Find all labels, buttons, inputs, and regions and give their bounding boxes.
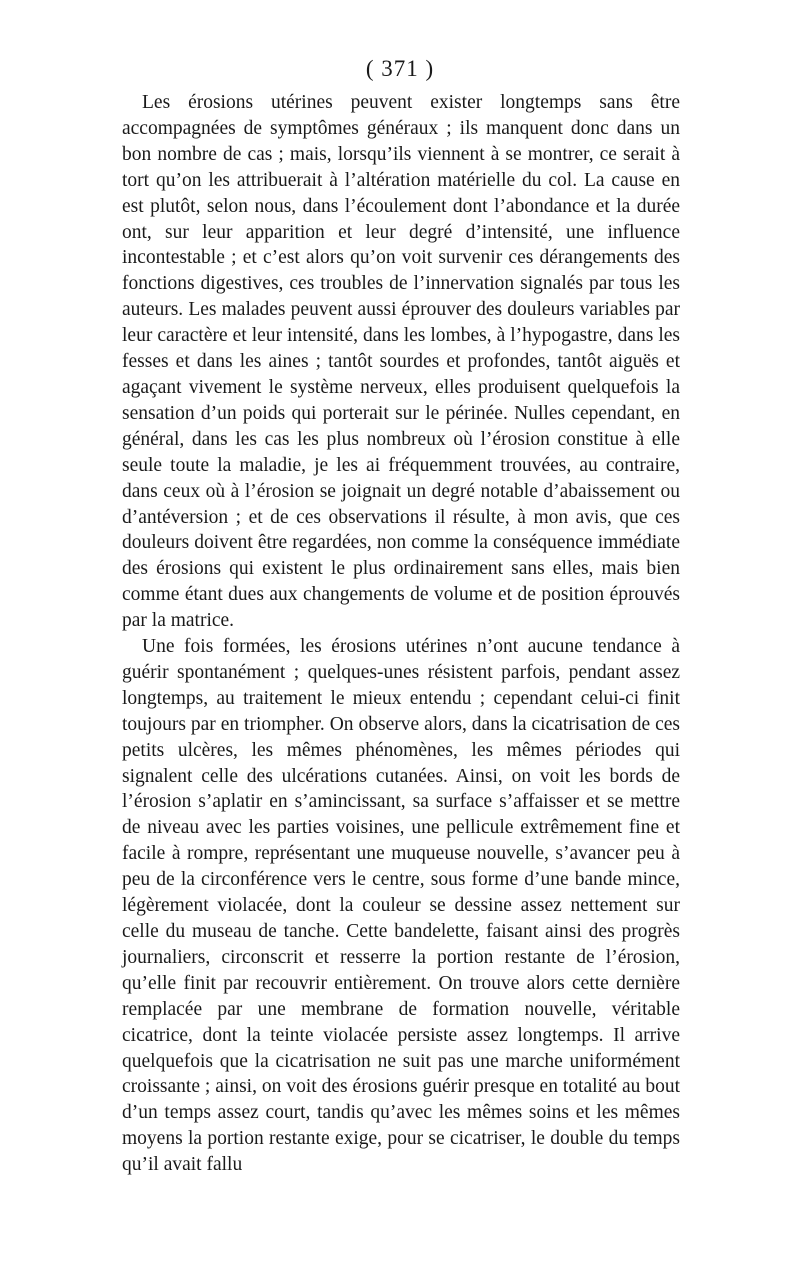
paragraph: Une fois formées, les érosions utérines n’ont aucune tendance à guérir spontanément ; quelques-unes résistent parfois, pendant assez longtemps, au traitement le mieux entendu ; cependant celui-ci finit toujours par en triompher. On observe alors, dans la cicatrisation de ces petits ulcères, les mêmes phénomènes, les mêmes périodes qui signalent celle des ulcérations cutanées. Ainsi, on voit les bords de l’érosion s’aplatir en s’amincissant, sa surface s’affaisser et se mettre de niveau avec les parties voisines, une pellicule extrêmement fine et facile à rompre, représentant une muqueuse nouvelle, s’avancer peu à peu de la circonférence vers le centre, sous forme d’une bande mince, légèrement violacée, dont la couleur se dessine assez nettement sur celle du museau de tanche. Cette bandelette, faisant ainsi des progrès journaliers, circonscrit et resserre la portion restante de l’érosion, qu’elle finit par recouvrir entièrement. On trouve alors cette dernière remplacée par une membrane de formation nouvelle, véritable cicatrice, dont la teinte violacée persiste assez longtemps. Il arrive quelquefois que la cicatrisation ne suit pas une marche uniformément croissante ; ainsi, on voit des érosions guérir presque en totalité au bout d’un temps assez court, tandis qu’avec les mêmes soins et les mêmes moyens la portion restante exige, pour se cicatriser, le double du temps qu’il avait fallu [122,636,680,1176]
page-number: ( 371 ) [365,56,435,81]
body-text [122,90,680,1178]
paragraph: Les érosions utérines peuvent exister longtemps sans être accompagnées de symptômes généraux ; ils manquent donc dans un bon nombre de cas ; mais, lorsqu’ils viennent à se montrer, ce serait à tort qu’on les attribuerait à l’altération matérielle du col. La cause en est plutôt, selon nous, dans l’écoulement dont l’abondance et la durée ont, sur leur apparition et leur degré d’intensité, une influence incontestable ; et c’est alors qu’on voit survenir ces dérangements des fonctions digestives, ces troubles de l’innervation signalés par tous les auteurs. Les malades peuvent aussi éprouver des douleurs variables par leur caractère et leur intensité, dans les lombes, à l’hypogastre, dans les fesses et dans les aines ; tantôt sourdes et profondes, tantôt aiguës et agaçant vivement le système nerveux, elles produisent quelquefois la sensation d’un poids qui porterait sur le périnée. Nulles cependant, en général, dans les cas les plus nombreux où l’érosion constitue à elle seule toute la maladie, je les ai fréquemment trouvées, au contraire, dans ceux où à l’érosion se joignait un degré notable d’abaissement ou d’antéversion ; et de ces observations il résulte, à mon avis, que ces douleurs doivent être regardées, non comme la conséquence immédiate des érosions qui existent le plus ordinairement sans elles, mais bien comme étant dues aux changements de volume et de position éprouvés par la matrice. [122,92,680,632]
